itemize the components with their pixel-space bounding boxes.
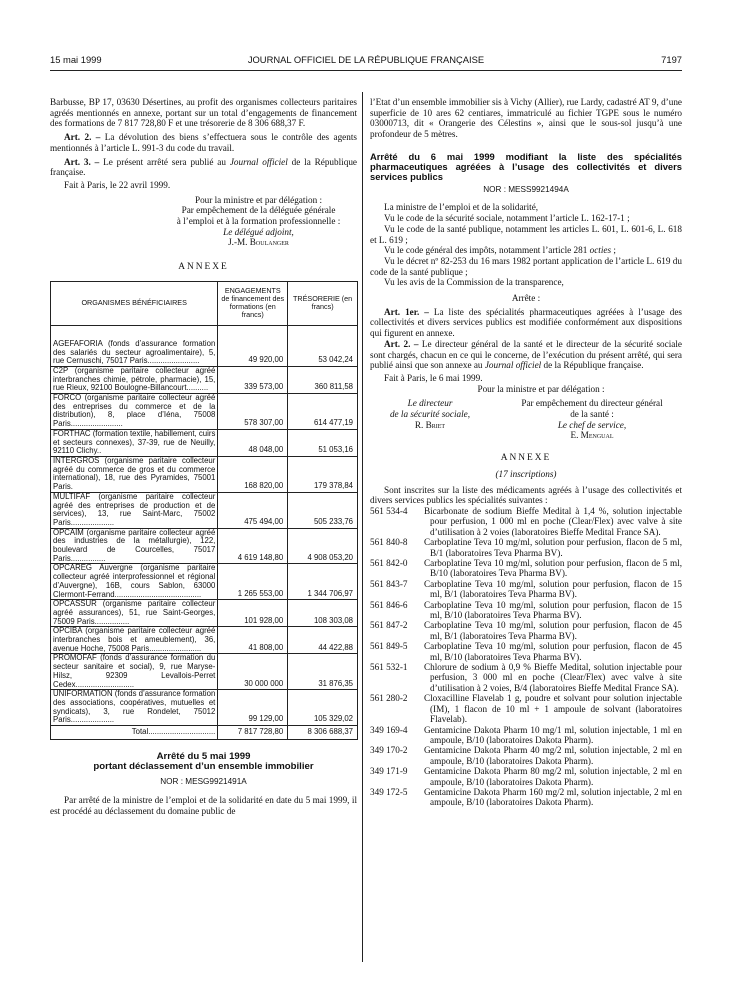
total-engagements: 7 817 728,80 — [218, 726, 288, 740]
organism-name: OPCIBA (organisme paritaire collecteur agréé interbranches bois et ameublement), 36, avenue Hoche, 75008 Paris........................ — [51, 627, 218, 654]
signature-line-2: Par empêchement de la déléguée générale — [181, 205, 336, 216]
total-row — [51, 726, 358, 740]
table-row — [51, 564, 358, 600]
list-item — [370, 693, 682, 724]
tresorerie-value: 44 422,88 — [288, 627, 358, 654]
column-divider — [362, 92, 363, 962]
list-item — [370, 558, 682, 579]
table-row — [51, 600, 358, 627]
arrete-6-mai-nor: NOR : MESS9921494A — [483, 184, 569, 194]
tresorerie-value: 179 378,84 — [288, 456, 358, 492]
organism-name: INTERGROS (organisme paritaire collecteur agréé du commerce de gros et du commerce international), 18, rue des Pyramides, 75001 Paris. — [51, 456, 218, 492]
list-item — [370, 537, 682, 558]
table-row — [51, 492, 358, 528]
visa-ministre: La ministre de l’emploi et de la solidarité, — [384, 202, 539, 213]
article-2-label: Art. 2. – — [64, 132, 101, 143]
inscriptions-count: (17 inscriptions) — [495, 468, 557, 479]
total-tresorerie: 8 306 688,37 — [288, 726, 358, 740]
article-3-text-pre: Le présent arrêté sera publié au — [99, 156, 230, 167]
visa-1: Vu le code de la sécurité sociale, notamment l’article L. 162-17-1 ; — [384, 213, 630, 224]
article-3 — [50, 157, 357, 178]
engagement-value: 168 820,00 — [218, 456, 288, 492]
article-1 — [370, 307, 682, 339]
engagement-value: 41 808,00 — [218, 627, 288, 654]
tresorerie-value: 614 477,19 — [288, 394, 358, 430]
medicine-description: Carboplatine Teva 10 mg/ml, solution pour perfusion, flacon de 15 ml, B/1 (laboratoires Teva Pharma BV). — [424, 578, 682, 600]
signature-block — [160, 195, 357, 249]
signature-right-line-3: Le chef de service, — [557, 419, 627, 430]
article-2-text: La dévolution des biens s’effectuera sous le contrôle des agents mentionnés à l’article L. 991-3 du code du travail. — [50, 132, 357, 153]
organism-name: AGEFAFORIA (fonds d’assurance formation des salariés du secteur agroalimentaire), 5, rue Cernuschi, 75017 Paris........................ — [51, 325, 218, 366]
article-2 — [50, 132, 357, 153]
article-2-right-journal: Journal officiel — [484, 360, 542, 371]
table-row — [51, 366, 358, 393]
tresorerie-value: 31 876,35 — [288, 654, 358, 690]
table-row — [51, 325, 358, 366]
signature-line-3: à l’emploi et à la formation professionnelle : — [176, 216, 341, 227]
cip-code: 561 846-6 — [370, 599, 408, 610]
engagement-value: 101 928,00 — [218, 600, 288, 627]
table-row — [51, 456, 358, 492]
medicine-list — [370, 506, 682, 808]
article-1-label: Art. 1er. – — [384, 306, 429, 317]
article-3-text-post: de la République française. — [50, 156, 357, 178]
cip-code: 349 172-5 — [370, 786, 408, 797]
engagement-value: 49 920,00 — [218, 325, 288, 366]
header-journal-title: JOURNAL OFFICIEL DE LA RÉPUBLIQUE FRANÇAISE — [247, 54, 485, 65]
signature-right-line-2: de la santé : — [570, 409, 614, 420]
left-column — [50, 97, 357, 817]
cip-code: 561 534-4 — [370, 505, 408, 516]
medicine-description: Chlorure de sodium à 0,9 % Bieffe Medital, solution injectable pour perfusion, 3 000 ml en poche (Clear/Flex) avec valve à site d’utilisation à 2 voies, B/4 (laboratoires Bieffe Medital France SA). — [424, 662, 682, 693]
signature-block-right — [370, 398, 682, 441]
article-3-journal: Journal officiel — [229, 156, 288, 167]
col-header-tresorerie: TRÉSORERIE (en francs) — [288, 281, 358, 325]
medicine-description: Carboplatine Teva 10 mg/ml, solution pour perfusion, flacon de 15 ml, B/10 (laboratoires Teva Pharma BV). — [424, 599, 682, 621]
article-2-right-pre: Le directeur général de la santé et le directeur de la sécurité sociale sont chargés, chacun en ce qui le concerne, de l’exécution du présent arrêté, qui sera publié ainsi que son annexe au — [370, 338, 682, 371]
article-2-right-post: de la République française. — [541, 360, 644, 371]
signature-left — [370, 398, 490, 441]
annex-title-right: ANNEXE — [500, 453, 552, 464]
arrete-6-mai-title: Arrêté du 6 mai 1999 modifiant la liste des spécialités pharmaceutiques agréées à l’usage des collectivités et divers services publics — [370, 150, 682, 183]
visa-3-post: ; — [611, 245, 616, 256]
medicine-description: Carboplatine Teva 10 mg/ml, solution pour perfusion, flacon de 5 ml, B/10 (laboratoires Teva Pharma BV). — [424, 558, 682, 579]
tresorerie-value: 51 053,16 — [288, 429, 358, 456]
signature-line-4: Le délégué adjoint, — [223, 226, 294, 237]
organism-name: OPCASSUR (organisme paritaire collecteur agréé assurances), 51, rue Saint-Georges, 75009 Paris................ — [51, 600, 218, 627]
header-page-number: 7197 — [661, 54, 682, 65]
beneficiaries-table — [50, 281, 358, 740]
organism-name: MULTIFAF (organisme paritaire collecteur agréé des entreprises de production et de services), 13, rue Saint-Marc, 75002 Paris.................... — [51, 492, 218, 528]
visa-3-pre: Vu le code général des impôts, notamment l’article 281 — [384, 245, 590, 256]
list-item — [370, 725, 682, 746]
medicine-description: Gentamicine Dakota Pharm 160 mg/2 ml, solution injectable, 2 ml en ampoule, B/10 (laboratoires Dakota Pharm). — [424, 786, 682, 808]
list-item — [370, 620, 682, 641]
engagement-value: 30 000 000 — [218, 654, 288, 690]
list-item — [370, 766, 682, 787]
organism-name: FORCO (organisme paritaire collecteur agréé des entreprises du commerce et de la distribution), 8, place d’Iéna, 75008 Paris........................ — [51, 394, 218, 430]
visa-2: Vu le code de la santé publique, notamment les articles L. 601, L. 601-6, L. 618 et L. 619 ; — [370, 223, 682, 245]
cip-code: 561 849-5 — [370, 641, 408, 652]
signature-top: Pour la ministre et par délégation : — [477, 383, 605, 394]
engagement-value: 1 265 553,00 — [218, 564, 288, 600]
engagement-value: 475 494,00 — [218, 492, 288, 528]
table-row — [51, 627, 358, 654]
cip-code: 561 847-2 — [370, 620, 408, 631]
tresorerie-value: 360 811,58 — [288, 366, 358, 393]
annex-intro: Sont inscrites sur la liste des médicaments agréés à l’usage des collectivités et divers services publics les spécialités suivantes : — [370, 484, 682, 506]
signature-line-1: Pour la ministre et par délégation : — [194, 194, 323, 205]
table-row — [51, 654, 358, 690]
arrete-5-mai-text: Par arrêté de la ministre de l’emploi et de la solidarité en date du 5 mai 1999, il est procédé au déclassement du domaine public de — [50, 795, 357, 817]
medicine-description: Gentamicine Dakota Pharm 80 mg/2 ml, solution injectable, 2 ml en ampoule, B/10 (laboratoires Dakota Pharm). — [424, 766, 682, 787]
organism-name: PROMOFAF (fonds d’assurance formation du secteur sanitaire et social), 9, rue Maryse-Hilsz, 92309 Levallois-Perret Cedex........................... — [51, 654, 218, 690]
total-label: Total............................... — [51, 726, 218, 740]
visa-4: Vu le décret nº 82-253 du 16 mars 1982 portant application de l’article L. 619 du code de la santé publique ; — [370, 255, 682, 277]
medicine-description: Carboplatine Teva 10 mg/ml, solution pour perfusion, flacon de 45 ml, B/10 (laboratoires Teva Pharma BV). — [424, 641, 682, 662]
visa-3-italic: octies — [589, 245, 612, 256]
organism-name: FORTHAC (formation textile, habillement, cuirs et secteurs connexes), 37-39, rue de Neuilly, 92110 Clichy.. — [51, 429, 218, 456]
article-2-right-label: Art. 2. – — [384, 338, 419, 349]
organism-name: C2P (organisme paritaire collecteur agréé interbranches chimie, pétrole, pharmacie), 15, rue Rieux, 92100 Boulogne-Billancourt.......... — [51, 366, 218, 393]
cip-code: 561 280-2 — [370, 693, 408, 704]
arrete-5-mai-nor: NOR : MESG9921491A — [160, 776, 247, 786]
table-row — [51, 690, 358, 726]
cip-code: 561 840-8 — [370, 537, 408, 548]
signature-left-line-1: Le directeur — [407, 398, 453, 409]
col-header-organisms: ORGANISMES BÉNÉFICIAIRES — [51, 281, 218, 325]
visa-3 — [370, 245, 682, 256]
cip-code: 561 843-7 — [370, 578, 408, 589]
list-item — [370, 579, 682, 600]
tresorerie-value: 53 042,24 — [288, 325, 358, 366]
list-item — [370, 600, 682, 621]
medicine-description: Gentamicine Dakota Pharm 40 mg/2 ml, solution injectable, 2 ml en ampoule, B/10 (laboratoires Dakota Pharm). — [424, 745, 682, 766]
signature-right-name: E. Mengual — [570, 430, 614, 441]
medicine-description: Bicarbonate de sodium Bieffe Medital à 1,4 %, solution injectable pour perfusion, 1 000 ml en poche (Clear/Flex) avec valve à site d’utilisation à 2 voies (laboratoires Bieffe Medital France SA). — [424, 505, 682, 537]
tresorerie-value: 4 908 053,20 — [288, 528, 358, 564]
continued-paragraph: l’Etat d’un ensemble immobilier sis à Vichy (Allier), rue Lardy, cadastré AT 9, d’une superficie de 10 ares 62 centiares, immatriculé au fichier TGPE sous le numéro 03000713, dit « Orangerie des Célestins », ainsi que le sous-sol jusqu’à une profondeur de 5 mètres. — [370, 97, 682, 140]
table-row — [51, 394, 358, 430]
arrete-5-mai-title-1: Arrêté du 5 mai 1999 — [156, 750, 251, 762]
cip-code: 349 169-4 — [370, 724, 408, 735]
tresorerie-value: 105 329,02 — [288, 690, 358, 726]
tresorerie-value: 1 344 706,97 — [288, 564, 358, 600]
engagement-value: 48 048,00 — [218, 429, 288, 456]
signature-name: J.-M. Boulanger — [228, 237, 289, 248]
list-item — [370, 662, 682, 693]
table-body — [51, 325, 358, 739]
tresorerie-value: 108 303,08 — [288, 600, 358, 627]
list-item — [370, 745, 682, 766]
col-header-engagements: ENGAGEMENTS de financement des formations (en francs) — [218, 281, 288, 325]
cip-code: 561 842-0 — [370, 558, 408, 569]
arrete-5-mai — [50, 752, 357, 817]
organism-name: OPCAREG Auvergne (organisme paritaire collecteur agréé interprofessionnel et régional d’Auvergne), 16B, cours Sablon, 63000 Clermont-Ferrand........................................ — [51, 564, 218, 600]
engagement-value: 4 619 148,80 — [218, 528, 288, 564]
arrete-label: Arrête : — [511, 293, 541, 304]
organism-name: OPCAIM (organisme paritaire collecteur agréé des industries de la métallurgie), 122, boulevard de Courcelles, 75017 Paris................ — [51, 528, 218, 564]
cip-code: 349 171-9 — [370, 766, 408, 777]
signature-left-line-2: de la sécurité sociale, — [389, 409, 471, 420]
medicine-description: Cloxacilline Flavelab 1 g, poudre et solvant pour solution injectable (IM), 1 flacon de 10 ml + 1 ampoule de solvant (laboratoires Flavelab). — [424, 693, 682, 725]
fait-a-paris: Fait à Paris, le 22 avril 1999. — [64, 179, 171, 190]
table-row — [51, 528, 358, 564]
table-row — [51, 429, 358, 456]
cip-code: 561 532-1 — [370, 662, 408, 673]
engagement-value: 578 307,00 — [218, 394, 288, 430]
article-2-right — [370, 339, 682, 371]
organism-name: UNIFORMATION (fonds d’assurance formation des associations, coopératives, mutuelles et syndicats), 3, rue Rondelet, 75012 Paris.................... — [51, 690, 218, 726]
engagement-value: 339 573,00 — [218, 366, 288, 393]
tresorerie-value: 505 233,76 — [288, 492, 358, 528]
list-item — [370, 641, 682, 662]
signature-right — [502, 398, 682, 441]
medicine-description: Carboplatine Teva 10 mg/ml, solution pour perfusion, flacon de 5 ml, B/1 (laboratoires Teva Pharma BV). — [424, 537, 682, 558]
list-item — [370, 787, 682, 808]
arrete-5-mai-title-2: portant déclassement d’un ensemble immobilier — [93, 761, 314, 773]
header-date: 15 mai 1999 — [50, 54, 102, 65]
article-3-label: Art. 3. – — [64, 156, 100, 167]
medicine-description: Gentamicine Dakota Pharm 10 mg/1 ml, solution injectable, 1 ml en ampoule, B/10 (laboratoires Dakota Pharm). — [424, 724, 682, 745]
engagement-value: 99 129,00 — [218, 690, 288, 726]
right-column — [370, 97, 682, 808]
header-rule — [50, 70, 682, 71]
running-header — [50, 54, 682, 68]
fait-a-paris-right: Fait à Paris, le 6 mai 1999. — [384, 372, 483, 383]
visa-5: Vu les avis de la Commission de la transparence, — [384, 277, 564, 288]
intro-paragraph: Barbusse, BP 17, 03630 Désertines, au profit des organismes collecteurs paritaires agréés mentionnés en annexe, portant sur un total d’engagements de financement des formations de 7 817 728,80 F et une trésorerie de 8 306 688,37 F. — [50, 97, 357, 129]
signature-left-name: R. Briet — [414, 419, 446, 430]
list-item — [370, 506, 682, 537]
signature-right-line-1: Par empêchement du directeur général — [521, 398, 663, 409]
article-1-text: La liste des spécialités pharmaceutiques agréées à l’usage des collectivités et divers services publics est modifiée conformément aux dispositions qui figurent en annexe. — [370, 306, 682, 339]
cip-code: 349 170-2 — [370, 745, 408, 756]
medicine-description: Carboplatine Teva 10 mg/ml, solution pour perfusion, flacon de 45 ml, B/1 (laboratoires Teva Pharma BV). — [424, 620, 682, 641]
annex-title: ANNEXE — [178, 262, 229, 273]
